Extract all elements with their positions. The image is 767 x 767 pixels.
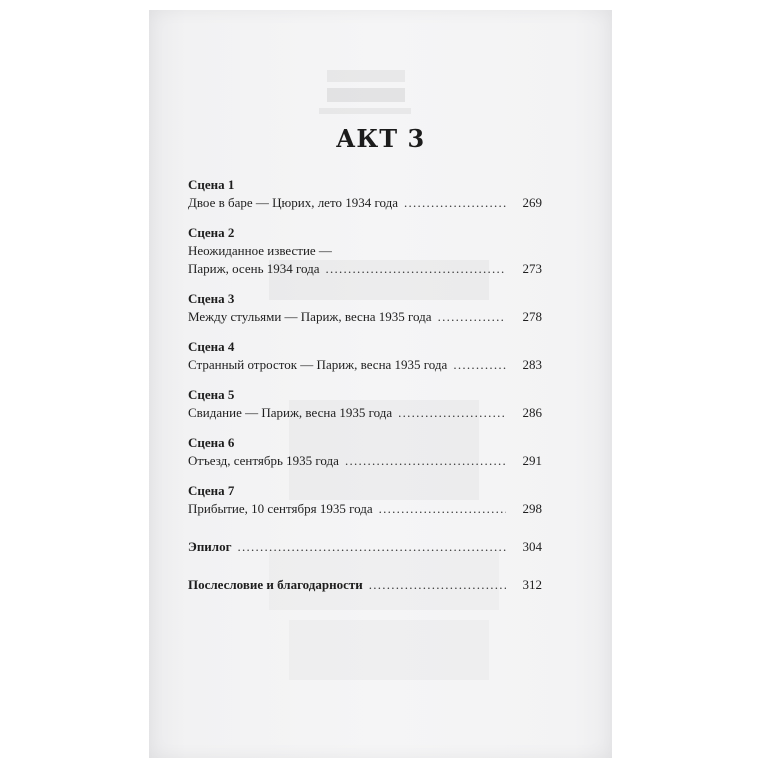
toc-line (188, 500, 542, 518)
scene-label: Сцена 3 (188, 291, 235, 306)
bleed-through-mark (289, 620, 489, 680)
page-number: 283 (522, 357, 542, 372)
toc-title: Странный отросток — Париж, весна 1935 года (188, 357, 448, 372)
dot-leader (404, 194, 506, 212)
toc-entry-scene-4 (188, 338, 542, 374)
scene-label: Сцена 7 (188, 483, 235, 498)
toc-title: Между стульями — Париж, весна 1935 года (188, 309, 432, 324)
page-number: 278 (522, 309, 542, 324)
epilogue-title: Эпилог (188, 539, 232, 554)
toc-entry-afterword (188, 576, 542, 594)
scene-label: Сцена 2 (188, 225, 235, 240)
dot-leader (345, 452, 506, 470)
bleed-through-mark (319, 108, 411, 114)
dot-leader (369, 576, 506, 594)
toc-entry-scene-1 (188, 176, 542, 212)
toc-line (188, 576, 542, 594)
toc-title-first-line: Неожиданное известие — (188, 243, 332, 258)
page-number: 291 (522, 453, 542, 468)
book-page (149, 10, 612, 758)
toc-title: Свидание — Париж, весна 1935 года (188, 405, 393, 420)
scene-label: Сцена 1 (188, 177, 235, 192)
dot-leader (453, 356, 506, 374)
dot-leader (326, 260, 506, 278)
page-number: 304 (522, 539, 542, 554)
scene-label: Сцена 6 (188, 435, 235, 450)
toc-title: Двое в баре — Цюрих, лето 1934 года (188, 195, 398, 210)
dot-leader (379, 500, 506, 518)
toc-entry-epilogue (188, 538, 542, 556)
bleed-through-mark (327, 70, 405, 82)
scene-label: Сцена 4 (188, 339, 235, 354)
toc-line (188, 260, 542, 278)
page-number: 269 (522, 195, 542, 210)
toc-line (188, 308, 542, 326)
toc-entry-scene-5 (188, 386, 542, 422)
dot-leader (238, 538, 507, 556)
spacer (188, 568, 542, 576)
toc-entry-scene-2 (188, 224, 542, 278)
toc-line (188, 194, 542, 212)
afterword-title: Послесловие и благодарности (188, 577, 363, 592)
toc-line (188, 356, 542, 374)
toc-line (188, 404, 542, 422)
page-number: 286 (522, 405, 542, 420)
page-number: 312 (522, 577, 542, 592)
scene-label: Сцена 5 (188, 387, 235, 402)
page-number: 273 (522, 261, 542, 276)
dot-leader (438, 308, 506, 326)
toc-line (188, 538, 542, 556)
dot-leader (398, 404, 506, 422)
toc-entry-scene-3 (188, 290, 542, 326)
bleed-through-mark (327, 88, 405, 102)
table-of-contents (188, 176, 542, 606)
toc-title: Прибытие, 10 сентября 1935 года (188, 501, 373, 516)
spacer (188, 530, 542, 538)
toc-entry-scene-6 (188, 434, 542, 470)
toc-line (188, 452, 542, 470)
toc-title: Отъезд, сентябрь 1935 года (188, 453, 339, 468)
toc-entry-scene-7 (188, 482, 542, 518)
act-title: АКТ 3 (335, 124, 426, 153)
page-number: 298 (522, 501, 542, 516)
toc-title: Париж, осень 1934 года (188, 261, 320, 276)
